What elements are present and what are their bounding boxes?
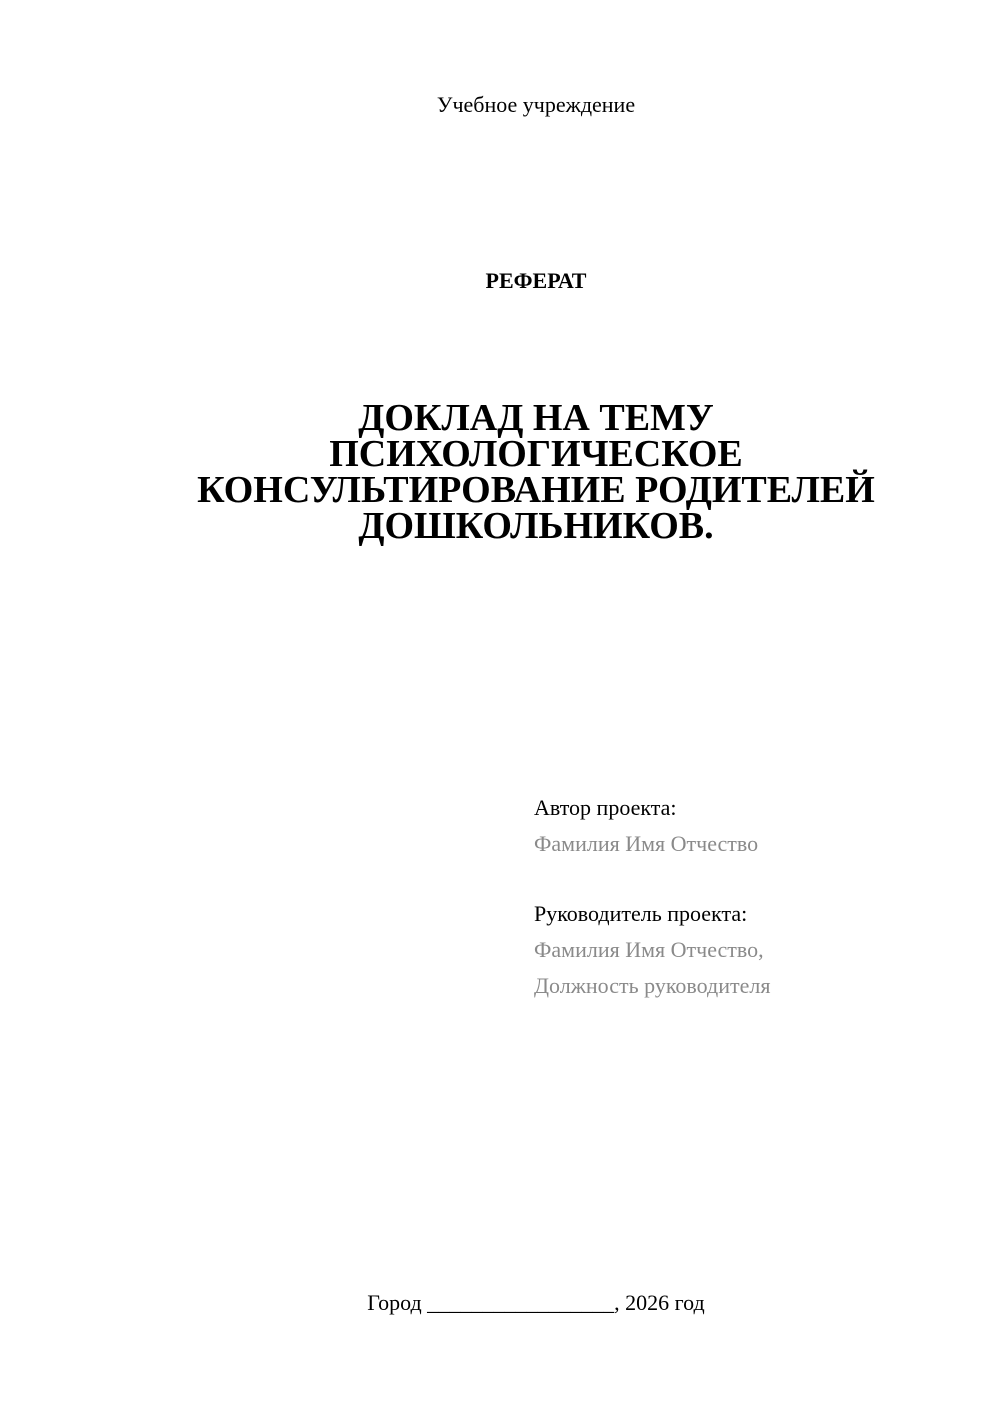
document-title	[0, 397, 1000, 547]
title-line: ДОШКОЛЬНИКОВ.	[358, 505, 714, 547]
institution-name: Учебное учреждение	[436, 92, 636, 117]
supervisor-position: Должность руководителя	[534, 973, 771, 998]
info-spacer	[534, 862, 770, 896]
author-name: Фамилия Имя Отчество	[534, 831, 759, 856]
document-type: РЕФЕРАТ	[485, 268, 587, 293]
title-line: ДОКЛАД НА ТЕМУ	[358, 397, 714, 439]
city-year-line: Город _________________, 2026 год	[367, 1290, 705, 1315]
title-line: КОНСУЛЬТИРОВАНИЕ РОДИТЕЛЕЙ	[197, 469, 875, 511]
title-line: ПСИХОЛОГИЧЕСКОЕ	[329, 433, 743, 475]
supervisor-label: Руководитель проекта:	[534, 901, 748, 926]
supervisor-name: Фамилия Имя Отчество,	[534, 937, 764, 962]
project-info	[534, 790, 770, 1004]
author-label: Автор проекта:	[534, 795, 677, 820]
